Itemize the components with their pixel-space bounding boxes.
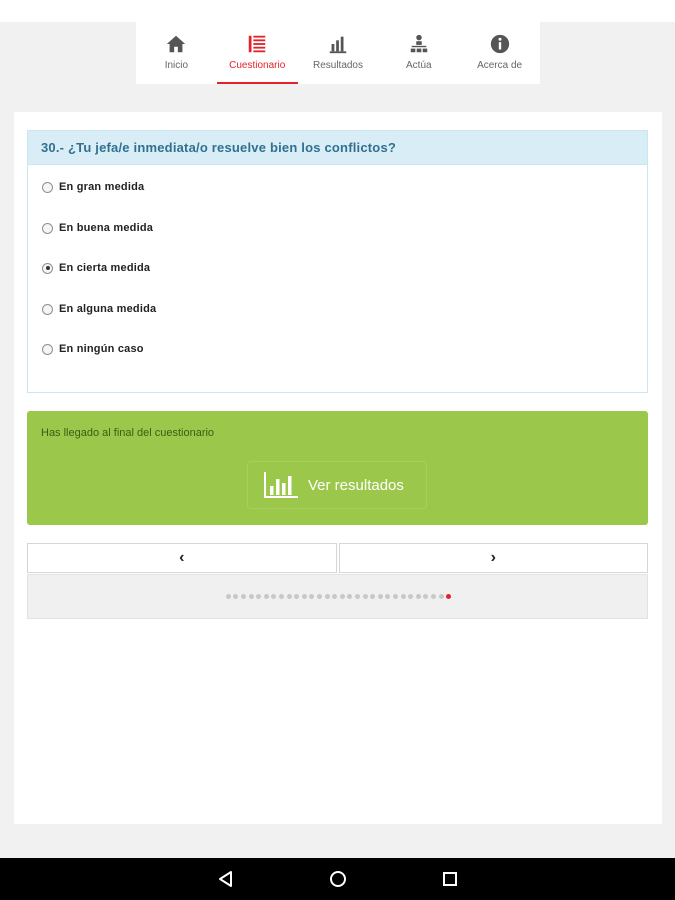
tab-resultados[interactable]	[298, 22, 379, 84]
radio-button-checked[interactable]	[42, 263, 53, 274]
completion-message: Has llegado al final del cuestionario	[41, 427, 215, 439]
progress-dot[interactable]	[241, 594, 246, 599]
completion-panel	[27, 411, 648, 525]
option-en-ningun-caso[interactable]	[42, 339, 144, 359]
progress-dot[interactable]	[408, 594, 413, 599]
top-navigation	[136, 22, 540, 84]
radio-button[interactable]	[42, 304, 53, 315]
ver-resultados-button[interactable]	[247, 461, 427, 509]
main-content	[14, 112, 662, 824]
bar-chart-icon	[327, 33, 349, 55]
home-icon	[165, 33, 187, 55]
progress-dot[interactable]	[423, 594, 428, 599]
previous-button[interactable]: ‹	[27, 543, 337, 573]
progress-dot[interactable]	[347, 594, 352, 599]
ver-resultados-label: Ver resultados	[308, 476, 404, 494]
tab-label: Acerca de	[477, 60, 523, 71]
question-panel	[27, 130, 648, 393]
progress-dot[interactable]	[370, 594, 375, 599]
progress-dot[interactable]	[385, 594, 390, 599]
progress-dot[interactable]	[416, 594, 421, 599]
tab-label: Inicio	[164, 60, 189, 71]
back-triangle-icon[interactable]	[216, 869, 236, 889]
progress-dot[interactable]	[279, 594, 284, 599]
tab-cuestionario[interactable]	[217, 22, 298, 84]
option-label: En buena medida	[59, 222, 154, 234]
progress-dot[interactable]	[332, 594, 337, 599]
progress-dot[interactable]	[249, 594, 254, 599]
progress-dot[interactable]	[439, 594, 444, 599]
radio-button[interactable]	[42, 182, 53, 193]
system-navigation-bar	[0, 858, 675, 900]
question-title: 30.- ¿Tu jefa/e inmediata/o resuelve bien los conflictos?	[28, 131, 647, 165]
option-en-cierta-medida[interactable]	[42, 258, 150, 278]
progress-dots	[27, 574, 648, 619]
tab-label: Cuestionario	[229, 60, 286, 71]
progress-dot[interactable]	[271, 594, 276, 599]
tab-acerca-de[interactable]	[459, 22, 540, 84]
status-bar	[0, 0, 675, 22]
progress-dot[interactable]	[294, 594, 299, 599]
progress-dot[interactable]	[256, 594, 261, 599]
tab-label: Actúa	[406, 60, 432, 71]
progress-dot[interactable]	[393, 594, 398, 599]
progress-dot[interactable]	[287, 594, 292, 599]
option-en-alguna-medida[interactable]	[42, 299, 156, 319]
progress-dot[interactable]	[302, 594, 307, 599]
progress-dot[interactable]	[446, 594, 451, 599]
option-en-buena-medida[interactable]	[42, 218, 153, 238]
option-label: En gran medida	[59, 181, 145, 193]
progress-dot[interactable]	[309, 594, 314, 599]
progress-dot[interactable]	[378, 594, 383, 599]
org-chart-icon	[408, 33, 430, 55]
progress-dot[interactable]	[401, 594, 406, 599]
option-label: En ningún caso	[59, 343, 144, 355]
progress-dot[interactable]	[264, 594, 269, 599]
progress-dot[interactable]	[226, 594, 231, 599]
tab-label: Resultados	[312, 60, 363, 71]
progress-dot[interactable]	[355, 594, 360, 599]
option-label: En alguna medida	[59, 303, 157, 315]
next-button[interactable]: ›	[339, 543, 649, 573]
progress-dot[interactable]	[363, 594, 368, 599]
list-icon	[246, 33, 268, 55]
tab-inicio[interactable]	[136, 22, 217, 84]
progress-dot[interactable]	[431, 594, 436, 599]
progress-dot[interactable]	[325, 594, 330, 599]
tab-actua[interactable]	[378, 22, 459, 84]
option-en-gran-medida[interactable]	[42, 177, 144, 197]
progress-dot[interactable]	[340, 594, 345, 599]
progress-dot[interactable]	[233, 594, 238, 599]
recents-square-icon[interactable]	[440, 869, 460, 889]
bar-chart-icon	[262, 470, 300, 500]
question-pager	[27, 543, 648, 573]
home-circle-icon[interactable]	[328, 869, 348, 889]
option-label: En cierta medida	[59, 262, 151, 274]
info-icon	[489, 33, 511, 55]
radio-button[interactable]	[42, 344, 53, 355]
radio-button[interactable]	[42, 223, 53, 234]
progress-dot[interactable]	[317, 594, 322, 599]
